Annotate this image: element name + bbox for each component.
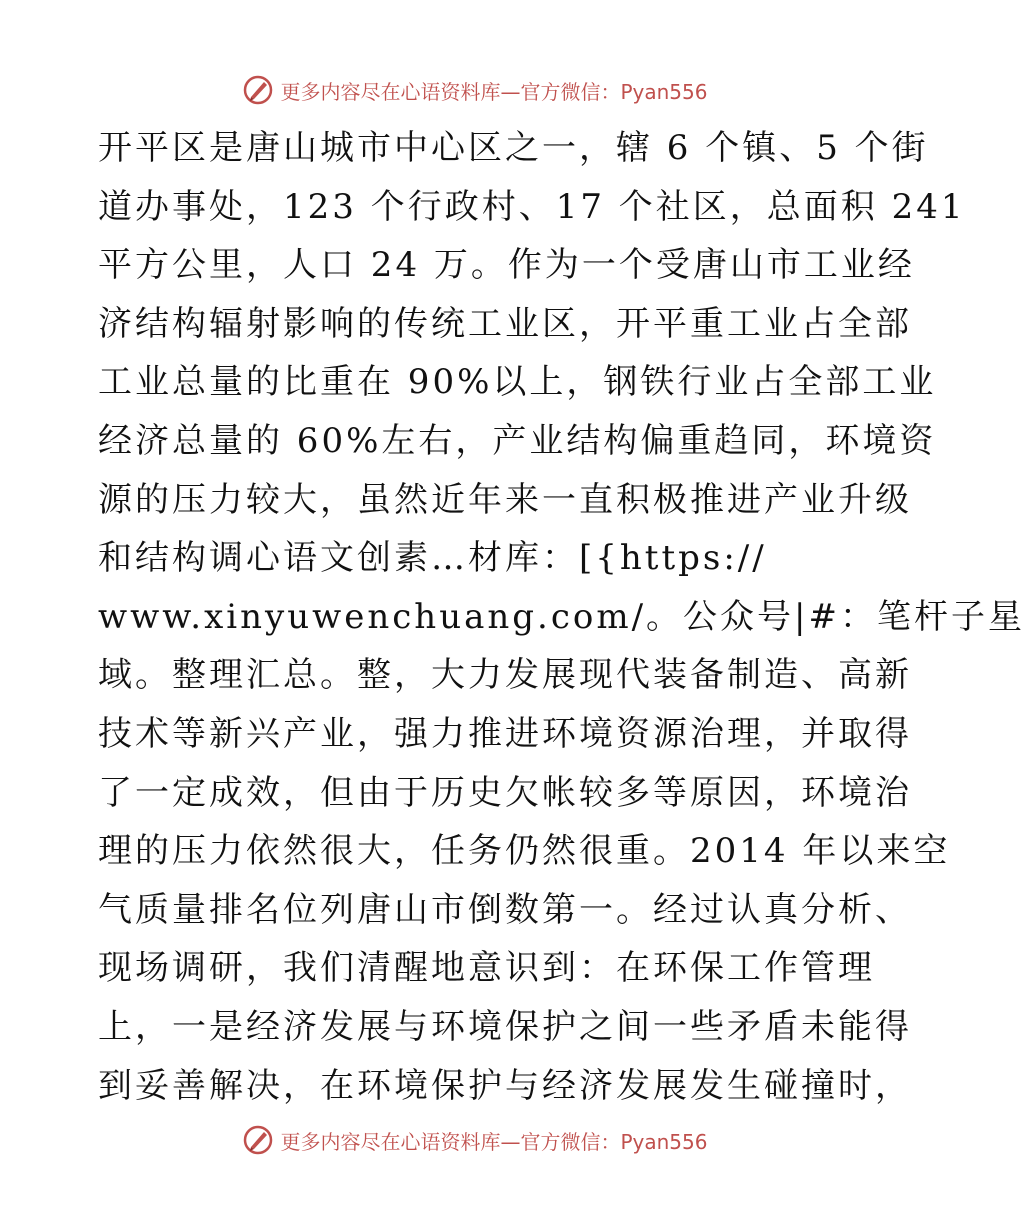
- text-line-8: 和结构调心语文创素…材库：[{https://: [98, 538, 767, 579]
- text-line-13: 理的压力依然很大，任务仍然很重。2014 年以来空: [98, 831, 951, 872]
- text-line-17: 到妥善解决，在环境保护与经济发展发生碰撞时，: [98, 1065, 912, 1106]
- text-line-15: 现场调研，我们清醒地意识到：在环保工作管理: [98, 948, 875, 989]
- footer-watermark-banner: [0, 1120, 950, 1160]
- footer-banner-text: 更多内容尽在心语资料库—官方微信：Pyan556: [280, 1129, 708, 1154]
- text-line-3: 平方公里，人口 24 万。作为一个受唐山市工业经: [98, 245, 915, 286]
- header-banner-text: 更多内容尽在心语资料库—官方微信：Pyan556: [280, 79, 708, 104]
- text-line-14: 气质量排名位列唐山市倒数第一。经过认真分析、: [98, 889, 912, 930]
- text-line-1: 开平区是唐山城市中心区之一，辖 6 个镇、5 个街: [98, 128, 929, 168]
- text-line-5: 工业总量的比重在 90%以上，钢铁行业占全部工业: [98, 362, 937, 403]
- text-line-6: 经济总量的 60%左右，产业结构偏重趋同，环境资: [98, 420, 937, 461]
- text-line-2: 道办事处，123 个行政村、17 个社区，总面积 241: [98, 186, 966, 227]
- document-body: [98, 126, 1025, 1122]
- text-line-16: 上，一是经济发展与环境保护之间一些矛盾未能得: [98, 1006, 912, 1047]
- pen-logo-icon: [242, 1124, 274, 1156]
- text-line-11: 技术等新兴产业，强力推进环境资源治理，并取得: [98, 713, 912, 754]
- header-watermark-banner: [0, 70, 950, 110]
- text-line-4: 济结构辐射影响的传统工业区，开平重工业占全部: [98, 303, 912, 344]
- text-line-10: 域。整理汇总。整，大力发展现代装备制造、高新: [98, 655, 912, 696]
- text-line-12: 了一定成效，但由于历史欠帐较多等原因，环境治: [98, 772, 912, 813]
- text-line-7: 源的压力较大，虽然近年来一直积极推进产业升级: [98, 479, 912, 520]
- pen-logo-icon: [242, 74, 274, 106]
- text-line-9: www.xinyuwenchuang.com/。公众号|#：笔杆子星: [98, 596, 1025, 637]
